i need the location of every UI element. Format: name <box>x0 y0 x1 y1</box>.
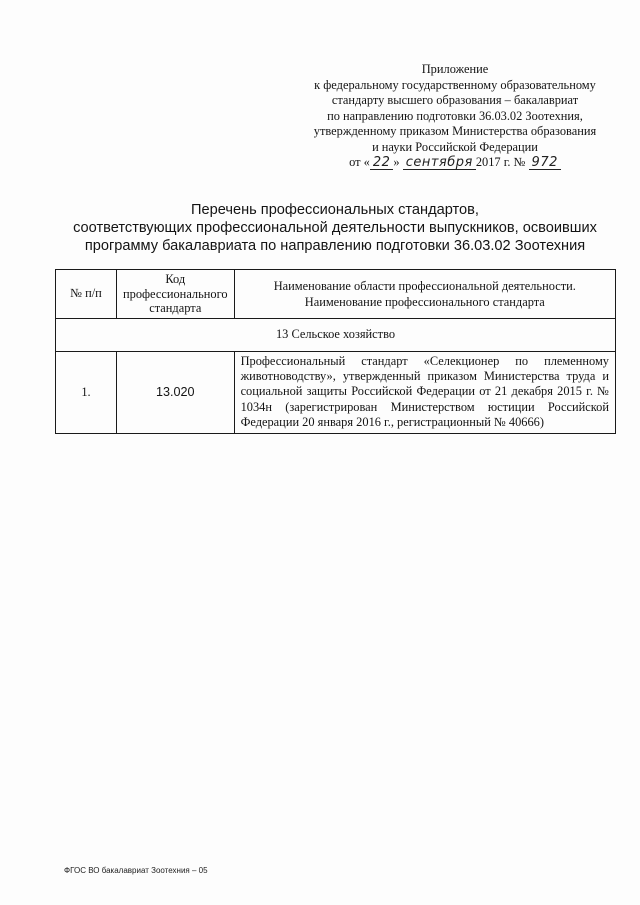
appendix-date-line <box>290 155 620 171</box>
row-description: Профессиональный стандарт «Селекционер по племенному животноводству», утвержденный приказом Министерства труда и социальной защиты Российской Федерации от 21 декабря 2015 г. № 1034н (зарегистрирован Министерством юстиции Российской Федерации 20 января 2016 г., регистрационный № 40666) <box>234 351 615 433</box>
section-title: 13 Сельское хозяйство <box>56 318 616 351</box>
date-day-handwritten: 22 <box>370 156 394 170</box>
date-month-handwritten: сентября <box>403 156 476 170</box>
appendix-line-3: по направлению подготовки 36.03.02 Зоотехния, <box>327 108 583 123</box>
title-line-1: Перечень профессиональных стандартов, <box>191 202 479 218</box>
row-code: 13.020 <box>117 351 235 433</box>
page-footer: ФГОС ВО бакалавриат Зоотехния – 05 <box>64 866 208 875</box>
title-line-3: программу бакалавриата по направлению подготовки 36.03.02 Зоотехния <box>84 238 586 254</box>
appendix-heading: Приложение <box>421 62 489 76</box>
row-num: 1. <box>56 351 117 433</box>
appendix-line-2: стандарту высшего образования – бакалавриат <box>331 93 579 107</box>
date-prefix: от « <box>349 155 370 169</box>
order-number-handwritten: 972 <box>529 156 561 170</box>
appendix-line-4: утвержденному приказом Министерства образования <box>313 124 597 138</box>
appendix-block <box>290 62 620 171</box>
standards-table <box>55 269 616 434</box>
date-mid: » <box>393 155 403 169</box>
appendix-line-5: и науки Российской Федерации <box>372 139 538 154</box>
header-num: № п/п <box>56 270 117 319</box>
header-name: Наименование области профессиональной деятельности. Наименование профессионального стандарта <box>234 270 615 319</box>
appendix-line-1: к федеральному государственному образовательному <box>314 77 596 92</box>
header-code: Код профессионального стандарта <box>117 270 235 319</box>
table-header-row <box>56 270 616 319</box>
document-title <box>50 201 620 255</box>
table-row <box>56 351 616 433</box>
date-year: 2017 г. № <box>475 155 526 169</box>
title-line-2: соответствующих профессиональной деятельности выпускников, освоивших <box>73 220 597 236</box>
section-row <box>56 318 616 351</box>
